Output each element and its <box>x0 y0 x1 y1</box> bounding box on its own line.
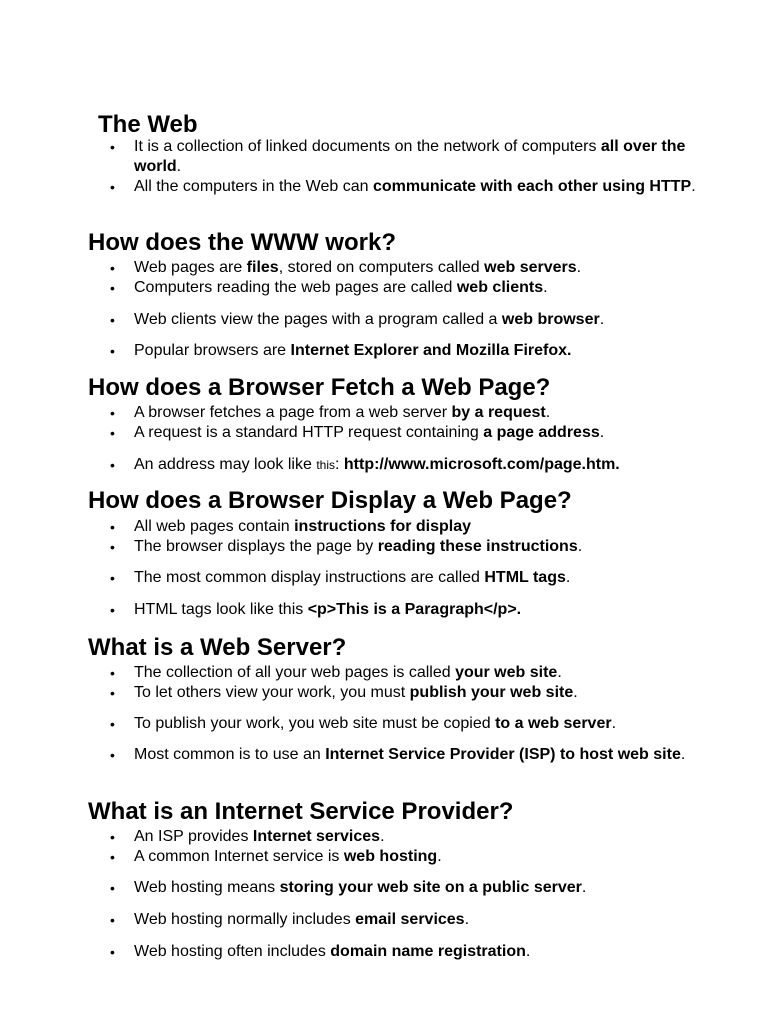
list-item: • The collection of all your web pages is called your web site. <box>110 663 700 683</box>
list-item: • It is a collection of linked documents on the network of computers all over the world. <box>110 137 700 177</box>
bullet-list <box>110 600 700 620</box>
list-item: • To let others view your work, you must publish your web site. <box>110 683 700 703</box>
bullet-list <box>110 341 700 361</box>
list-item: • Most common is to use an Internet Service Provider (ISP) to host web site. <box>110 745 700 765</box>
list-item: • HTML tags look like this <p>This is a Paragraph</p>. <box>110 600 700 620</box>
bullet-list <box>110 568 700 588</box>
section-heading: What is a Web Server? <box>88 634 347 661</box>
section-heading: The Web <box>98 111 198 138</box>
bullet-list <box>110 137 700 197</box>
bullet-list <box>110 455 700 475</box>
list-item: • All web pages contain instructions for display <box>110 517 700 537</box>
list-item: • The most common display instructions are called HTML tags. <box>110 568 700 588</box>
section-heading: How does a Browser Display a Web Page? <box>88 487 572 514</box>
list-item: • To publish your work, you web site must be copied to a web server. <box>110 714 700 734</box>
bullet-list <box>110 878 700 898</box>
list-item: • An ISP provides Internet services. <box>110 827 700 847</box>
list-item: • Web hosting means storing your web site on a public server. <box>110 878 700 898</box>
list-item: • A browser fetches a page from a web server by a request. <box>110 403 700 423</box>
list-item: • Web clients view the pages with a program called a web browser. <box>110 310 700 330</box>
section-heading: How does the WWW work? <box>88 229 396 256</box>
list-item: • Web hosting often includes domain name registration. <box>110 942 700 962</box>
bullet-list <box>110 258 700 298</box>
list-item: • The browser displays the page by reading these instructions. <box>110 537 700 557</box>
bullet-list <box>110 403 700 443</box>
bullet-list <box>110 942 700 962</box>
section-heading: What is an Internet Service Provider? <box>88 798 514 825</box>
section-heading: How does a Browser Fetch a Web Page? <box>88 374 551 401</box>
bullet-list <box>110 745 700 765</box>
list-item: • An address may look like this: http://www.microsoft.com/page.htm. <box>110 455 700 475</box>
list-item: • All the computers in the Web can communicate with each other using HTTP. <box>110 177 700 197</box>
list-item: • A request is a standard HTTP request containing a page address. <box>110 423 700 443</box>
list-item: • Web hosting normally includes email services. <box>110 910 700 930</box>
list-item: • Popular browsers are Internet Explorer and Mozilla Firefox. <box>110 341 700 361</box>
list-item: • Computers reading the web pages are called web clients. <box>110 278 700 298</box>
list-item: • A common Internet service is web hosting. <box>110 847 700 867</box>
bullet-list <box>110 910 700 930</box>
bullet-list <box>110 663 700 703</box>
bullet-list <box>110 517 700 557</box>
bullet-list <box>110 827 700 867</box>
bullet-list <box>110 714 700 734</box>
list-item: • Web pages are files, stored on computers called web servers. <box>110 258 700 278</box>
bullet-list <box>110 310 700 330</box>
